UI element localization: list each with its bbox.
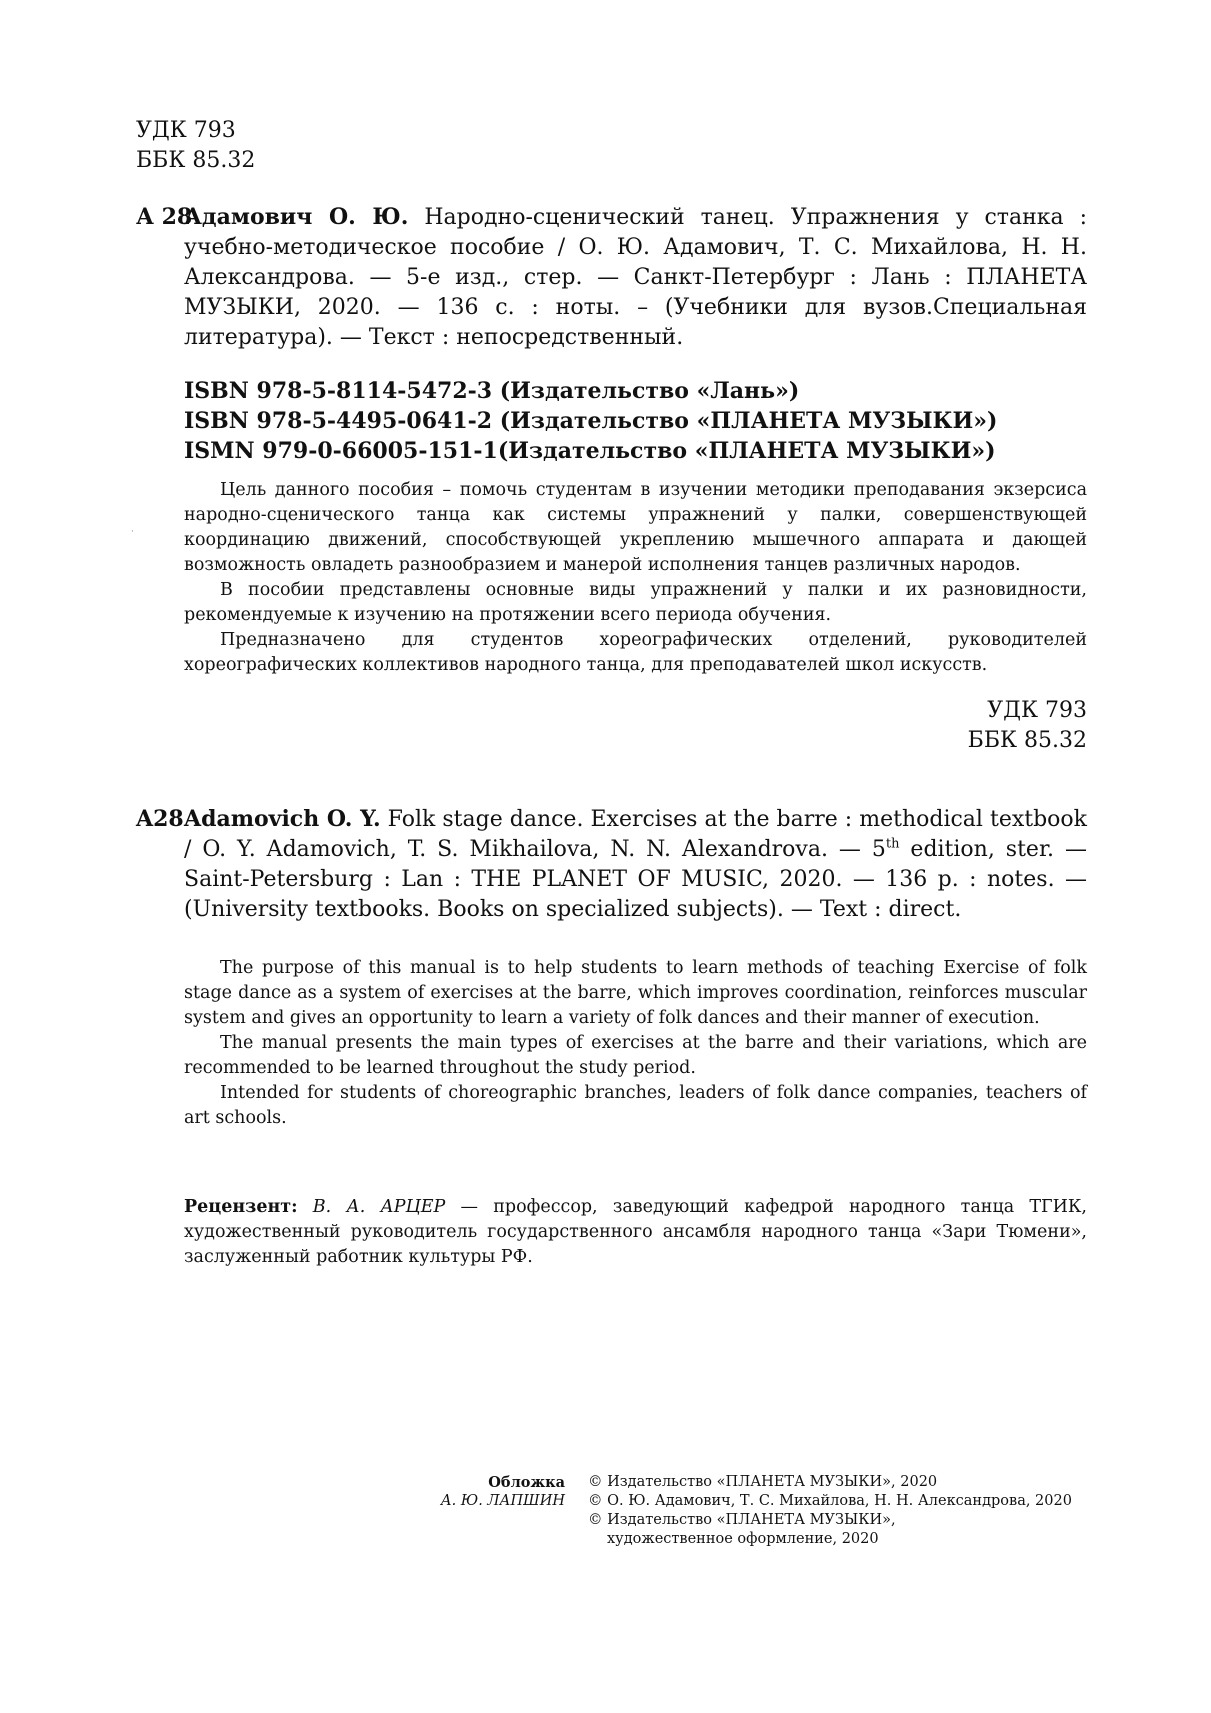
en-annotation-paragraph: The manual presents the main types of exercises at the barre and their variations, which are recommended to be learned throughout the study period.	[184, 1033, 1087, 1078]
en-annotation-paragraph: The purpose of this manual is to help students to learn methods of teaching Exercise of folk stage dance as a system of exercises at the barre, which improves coordination, reinforces muscular system and gives an opportunity to learn a variety of folk dances and their manner of execution.	[184, 958, 1087, 1028]
top-classification	[136, 116, 436, 176]
reviewer-name: В. А. АРЦЕР	[297, 1197, 446, 1217]
en-description-start: Folk stage dance. Exercises at the barre : methodical textbook / O. Y. Adamovich, T. S. Mikhailova, N. N. Alexandrova. — 5	[184, 807, 1087, 862]
copyright-line: © Издательство «ПЛАНЕТА МУЗЫКИ»,	[588, 1512, 896, 1528]
ru-author-mark: А 28	[136, 204, 193, 230]
reviewer-description: — профессор, заведующий кафедрой народного танца ТГИК, художественный руководитель государственного ансамбля народного танца «Зари Тюмени», заслуженный работник культуры РФ.	[184, 1197, 1087, 1267]
ru-author: Адамович О. Ю.	[184, 204, 409, 230]
bottom-classification	[800, 696, 1087, 756]
edition-superscript: th	[885, 836, 900, 852]
ru-annotation-paragraph: Предназначено для студентов хореографических отделений, руководителей хореографических коллективов народного танца, для преподавателей школ искусств.	[184, 630, 1087, 675]
bbk-code: ББК 85.32	[136, 148, 256, 173]
ru-bibliographic-entry	[184, 202, 1087, 353]
cover-credit	[380, 1473, 565, 1511]
ru-annotation-paragraph: В пособии представлены основные виды упражнений у палки и их разновидности, рекомендуемые к изучению на протяжении всего периода обучения.	[184, 580, 1087, 625]
ru-description: Народно-сценический танец. Упражнения у станка : учебно-методическое пособие / О. Ю. Адамович, Т. С. Михайлова, Н. Н. Александрова. — 5-е изд., стер. — Санкт-Петербург : Лань : ПЛАНЕТА МУЗЫКИ, 2020. — 136 с. : ноты. – (Учебники для вузов.Специальная литература). — Текст : непосредственный.	[184, 205, 1087, 350]
en-author: Adamovich O. Y.	[184, 806, 381, 832]
copyright-block	[588, 1473, 1108, 1549]
isbn-block	[184, 376, 1084, 466]
ru-annotation	[184, 478, 1087, 678]
udk-code: УДК 793	[136, 118, 236, 143]
udk-code: УДК 793	[987, 698, 1087, 723]
cover-artist: А. Ю. ЛАПШИН	[440, 1493, 565, 1509]
margin-dot: ·	[131, 527, 134, 537]
reviewer-note	[184, 1195, 1087, 1270]
en-description-end: edition, ster. — Saint-Petersburg : Lan : THE PLANET OF MUSIC, 2020. — 136 p. : notes. — (University textbooks. Books on specialized subjects). — Text : direct.	[184, 837, 1087, 922]
cover-label: Обложка	[488, 1474, 565, 1491]
copyright-line: © О. Ю. Адамович, Т. С. Михайлова, Н. Н. Александрова, 2020	[588, 1493, 1072, 1509]
en-bibliographic-entry	[184, 804, 1087, 925]
copyright-line: художественное оформление, 2020	[607, 1531, 879, 1547]
reviewer-label: Рецензент:	[184, 1197, 298, 1217]
copyright-line: © Издательство «ПЛАНЕТА МУЗЫКИ», 2020	[588, 1474, 938, 1490]
en-author-mark: A28	[136, 806, 184, 832]
bbk-code: ББК 85.32	[967, 728, 1087, 753]
isbn-planet: ISBN 978-5-4495-0641-2 (Издательство «ПЛАНЕТА МУЗЫКИ»)	[184, 408, 998, 434]
en-annotation	[184, 956, 1087, 1131]
isbn-lan: ISBN 978-5-8114-5472-3 (Издательство «Лань»)	[184, 378, 800, 404]
ismn-planet: ISMN 979-0-66005-151-1(Издательство «ПЛАНЕТА МУЗЫКИ»)	[184, 438, 996, 464]
en-annotation-paragraph: Intended for students of choreographic branches, leaders of folk dance companies, teachers of art schools.	[184, 1083, 1087, 1128]
ru-annotation-paragraph: Цель данного пособия – помочь студентам в изучении методики преподавания экзерсиса народно-сценического танца как системы упражнений у палки, совершенствующей координацию движений, способствующей укреплению мышечного аппарата и дающей возможность овладеть разнообразием и манерой исполнения танцев различных народов.	[184, 480, 1087, 575]
